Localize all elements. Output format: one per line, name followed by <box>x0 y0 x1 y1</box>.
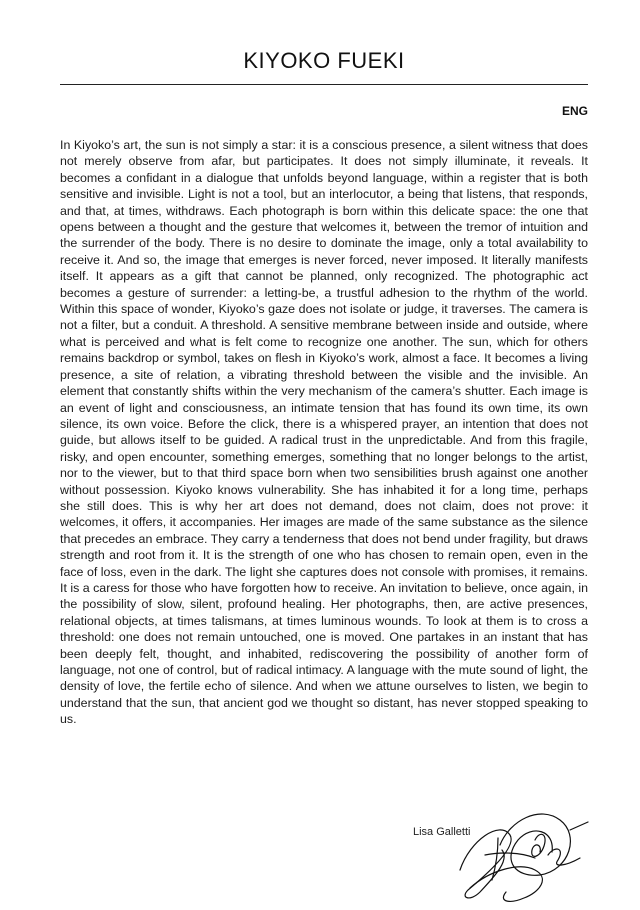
signature-scribble <box>440 800 590 910</box>
page-title: KIYOKO FUEKI <box>243 48 405 73</box>
author-name: Lisa Galletti <box>413 826 471 838</box>
title-divider <box>60 84 588 85</box>
language-label: ENG <box>561 104 588 118</box>
essay-body: In Kiyoko’s art, the sun is not simply a star: it is a conscious presence, a silent witness that does not merely observe from afar, but participates. It does not simply illuminate, it reveals. It becomes a confidant in a dialogue that unfolds beyond language, within a register that is both sensitive and invisible. Light is not a tool, but an interlocutor, a being that listens, that responds, and that, at times, withdraws. Each photograph is born within this delicate space: the one that opens between a thought and the gesture that welcomes it, between the tremor of intuition and the surrender of the body. There is no desire to dominate the image, only a total availability to receive it. And so, the image that emerges is never forced, never imposed. It literally manifests itself. It appears as a gift that cannot be planned, only recognized. The photographic act becomes a gesture of surrender: a letting-be, a trustful adhesion to the rhythm of the world. Within this space of wonder, Kiyoko’s gaze does not isolate or judge, it traverses. The camera is not a filter, but a conduit. A threshold. A sensitive membrane between inside and outside, where what is perceived and what is felt come to recognize one another. The sun, which for others remains backdrop or symbol, takes on flesh in Kiyoko’s work, almost a face. It becomes a living presence, a site of relation, a vibrating threshold between the visible and the invisible. An element that constantly shifts within the very mechanism of the camera’s shutter. Each image is an event of light and consciousness, an intimate tension that has found its own time, its own silence, its own voice. Before the click, there is a whispered prayer, an intention that does not guide, but allows itself to be guided. A radical trust in the unpredictable. And from this fragile, risky, and open encounter, something emerges, something that no longer belongs to the artist, nor to the viewer, but to that third space born when two sensibilities brush against one another without possession. Kiyoko knows vulnerability. She has inhabited it for a long time, perhaps she still does. This is why her art does not demand, does not claim, does not prove: it welcomes, it offers, it accompanies. Her images are made of the same substance as the silence that precedes an embrace. They carry a tenderness that does not bend under fragility, but draws strength and root from it. It is the strength of one who has chosen to remain open, even in the face of loss, even in the dark. The light she captures does not console with promises, it remains. It is a caress for those who have forgotten how to receive. An invitation to believe, once again, in the possibility of slow, silent, profound healing. Her photographs, then, are active presences, relational objects, at times talismans, at times luminous wounds. To look at them is to cross a threshold: one does not remain untouched, one is moved. One partakes in an instant that has been deeply felt, thought, and inhabited, rediscovering the possibility of another form of language, not one of control, but of radical intimacy. A language with the mute sound of light, the density of love, the fertile echo of silence. And when we attune ourselves to listen, we begin to understand that the sun, that ancient god we thought so distant, has never stopped speaking to us. <box>60 138 588 727</box>
